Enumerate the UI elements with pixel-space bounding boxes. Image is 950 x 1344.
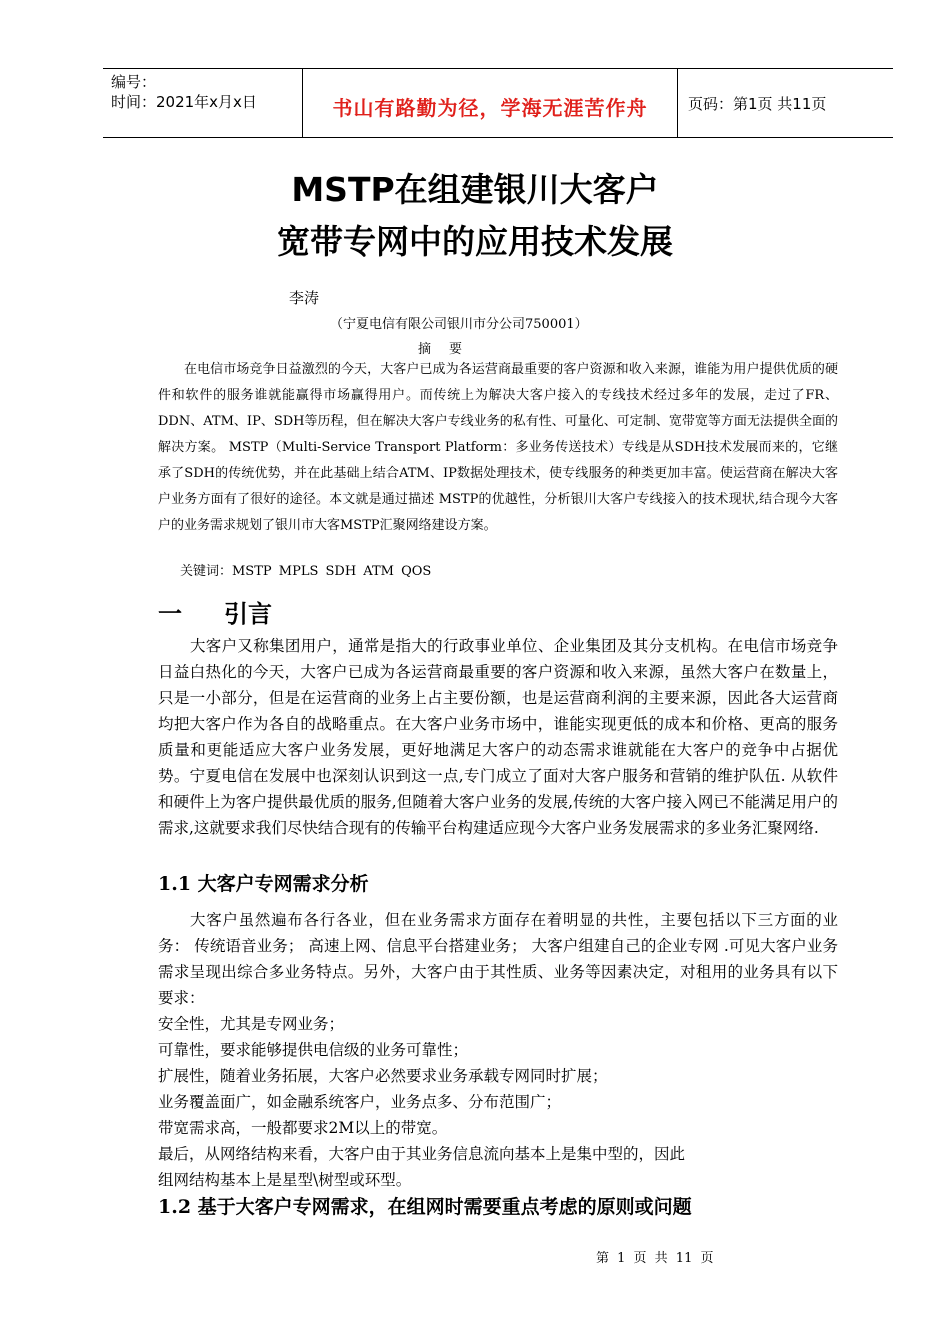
- list-item: 可靠性，要求能够提供电信级的业务可靠性；: [158, 1041, 469, 1059]
- title-line-1: MSTP在组建银川大客户: [291, 170, 659, 209]
- header-table: [103, 68, 893, 138]
- section-1-2-heading: 1.2 基于大客户专网需求，在组网时需要重点考虑的原则或问题: [158, 1196, 692, 1218]
- header-page-info: 页码：第1页 共11页: [688, 94, 827, 113]
- list-item: 带宽需求高，一般都要求2M以上的带宽。: [158, 1119, 448, 1137]
- page-footer: 第 1 页 共 11 页: [596, 1251, 714, 1266]
- keywords: 关键词：MSTP MPLS SDH ATM QOS: [180, 564, 432, 579]
- list-item: 业务覆盖面广，如金融系统客户，业务点多、分布范围广；: [158, 1093, 562, 1111]
- list-item: 安全性，尤其是专网业务；: [158, 1015, 345, 1033]
- requirements-list: [158, 1011, 685, 1193]
- list-item: 组网结构基本上是星型\树型或环型。: [158, 1171, 412, 1189]
- author: 李涛: [289, 289, 320, 307]
- section-1-1-heading: 1.1 大客户专网需求分析: [158, 873, 369, 895]
- section-1-title: 引言: [224, 600, 272, 628]
- time-label: 时间：2021年x月x日: [111, 93, 257, 111]
- number-label: 编号：: [111, 73, 157, 91]
- list-item: 扩展性，随着业务拓展，大客户必然要求业务承载专网同时扩展；: [158, 1067, 608, 1085]
- affiliation: （宁夏电信有限公司银川市分公司750001）: [330, 317, 588, 332]
- section-1-heading: [158, 594, 272, 629]
- title-line-2: 宽带专网中的应用技术发展: [277, 222, 673, 261]
- header-meta-cell: [103, 69, 303, 137]
- list-item: 最后，从网络结构来看，大客户由于其业务信息流向基本上是集中型的，因此: [158, 1145, 686, 1163]
- section-1-number: 一: [158, 600, 182, 628]
- abstract-heading: 摘要: [418, 342, 481, 357]
- section-1-1-paragraph: 大客户虽然遍布各行各业，但在业务需求方面存在着明显的共性，主要包括以下三方面的业务： 传统语音业务； 高速上网、信息平台搭建业务； 大客户组建自己的企业专网 .可见大客户业务需求呈现出综合多业务特点。另外，大客户由于其性质、业务等因素决定，对租用的业务具有以下要求：: [158, 911, 838, 1007]
- header-motto: 书山有路勤为径，学海无涯苦作舟: [303, 69, 678, 137]
- abstract-text: 在电信市场竞争日益激烈的今天，大客户已成为各运营商最重要的客户资源和收入来源，谁能为用户提供优质的硬件和软件的服务谁就能赢得市场赢得用户。而传统上为解决大客户接入的专线技术经过多年的发展，走过了FR、DDN、ATM、IP、SDH等历程，但在解决大客户专线业务的私有性、可量化、可定制、宽带宽等方面无法提供全面的解决方案。 MSTP（Multi-Service Transport Platform：多业务传送技术）专线是从SDH技术发展而来的，它继承了SDH的传统优势，并在此基础上结合ATM、IP数据处理技术，使专线服务的种类更加丰富。使运营商在解决大客户业务方面有了很好的途径。本文就是通过描述 MSTP的优越性，分析银川大客户专线接入的技术现状,结合现今大客户的业务需求规划了银川市大客MSTP汇聚网络建设方案。: [158, 362, 838, 533]
- section-1-paragraph: 大客户又称集团用户，通常是指大的行政事业单位、企业集团及其分支机构。在电信市场竞争日益白热化的今天，大客户已成为各运营商最重要的客户资源和收入来源，虽然大客户在数量上，只是一小部分，但是在运营商的业务上占主要份额，也是运营商利润的主要来源，因此各大运营商均把大客户作为各自的战略重点。在大客户业务市场中，谁能实现更低的成本和价格、更高的服务质量和更能适应大客户业务发展，更好地满足大客户的动态需求谁就能在大客户的竞争中占据优势。宁夏电信在发展中也深刻认识到这一点,专门成立了面对大客户服务和营销的维护队伍. 从软件和硬件上为客户提供最优质的服务,但随着大客户业务的发展,传统的大客户接入网已不能满足用户的需求,这就要求我们尽快结合现有的传输平台构建适应现今大客户业务发展需求的多业务汇聚网络.: [158, 637, 838, 837]
